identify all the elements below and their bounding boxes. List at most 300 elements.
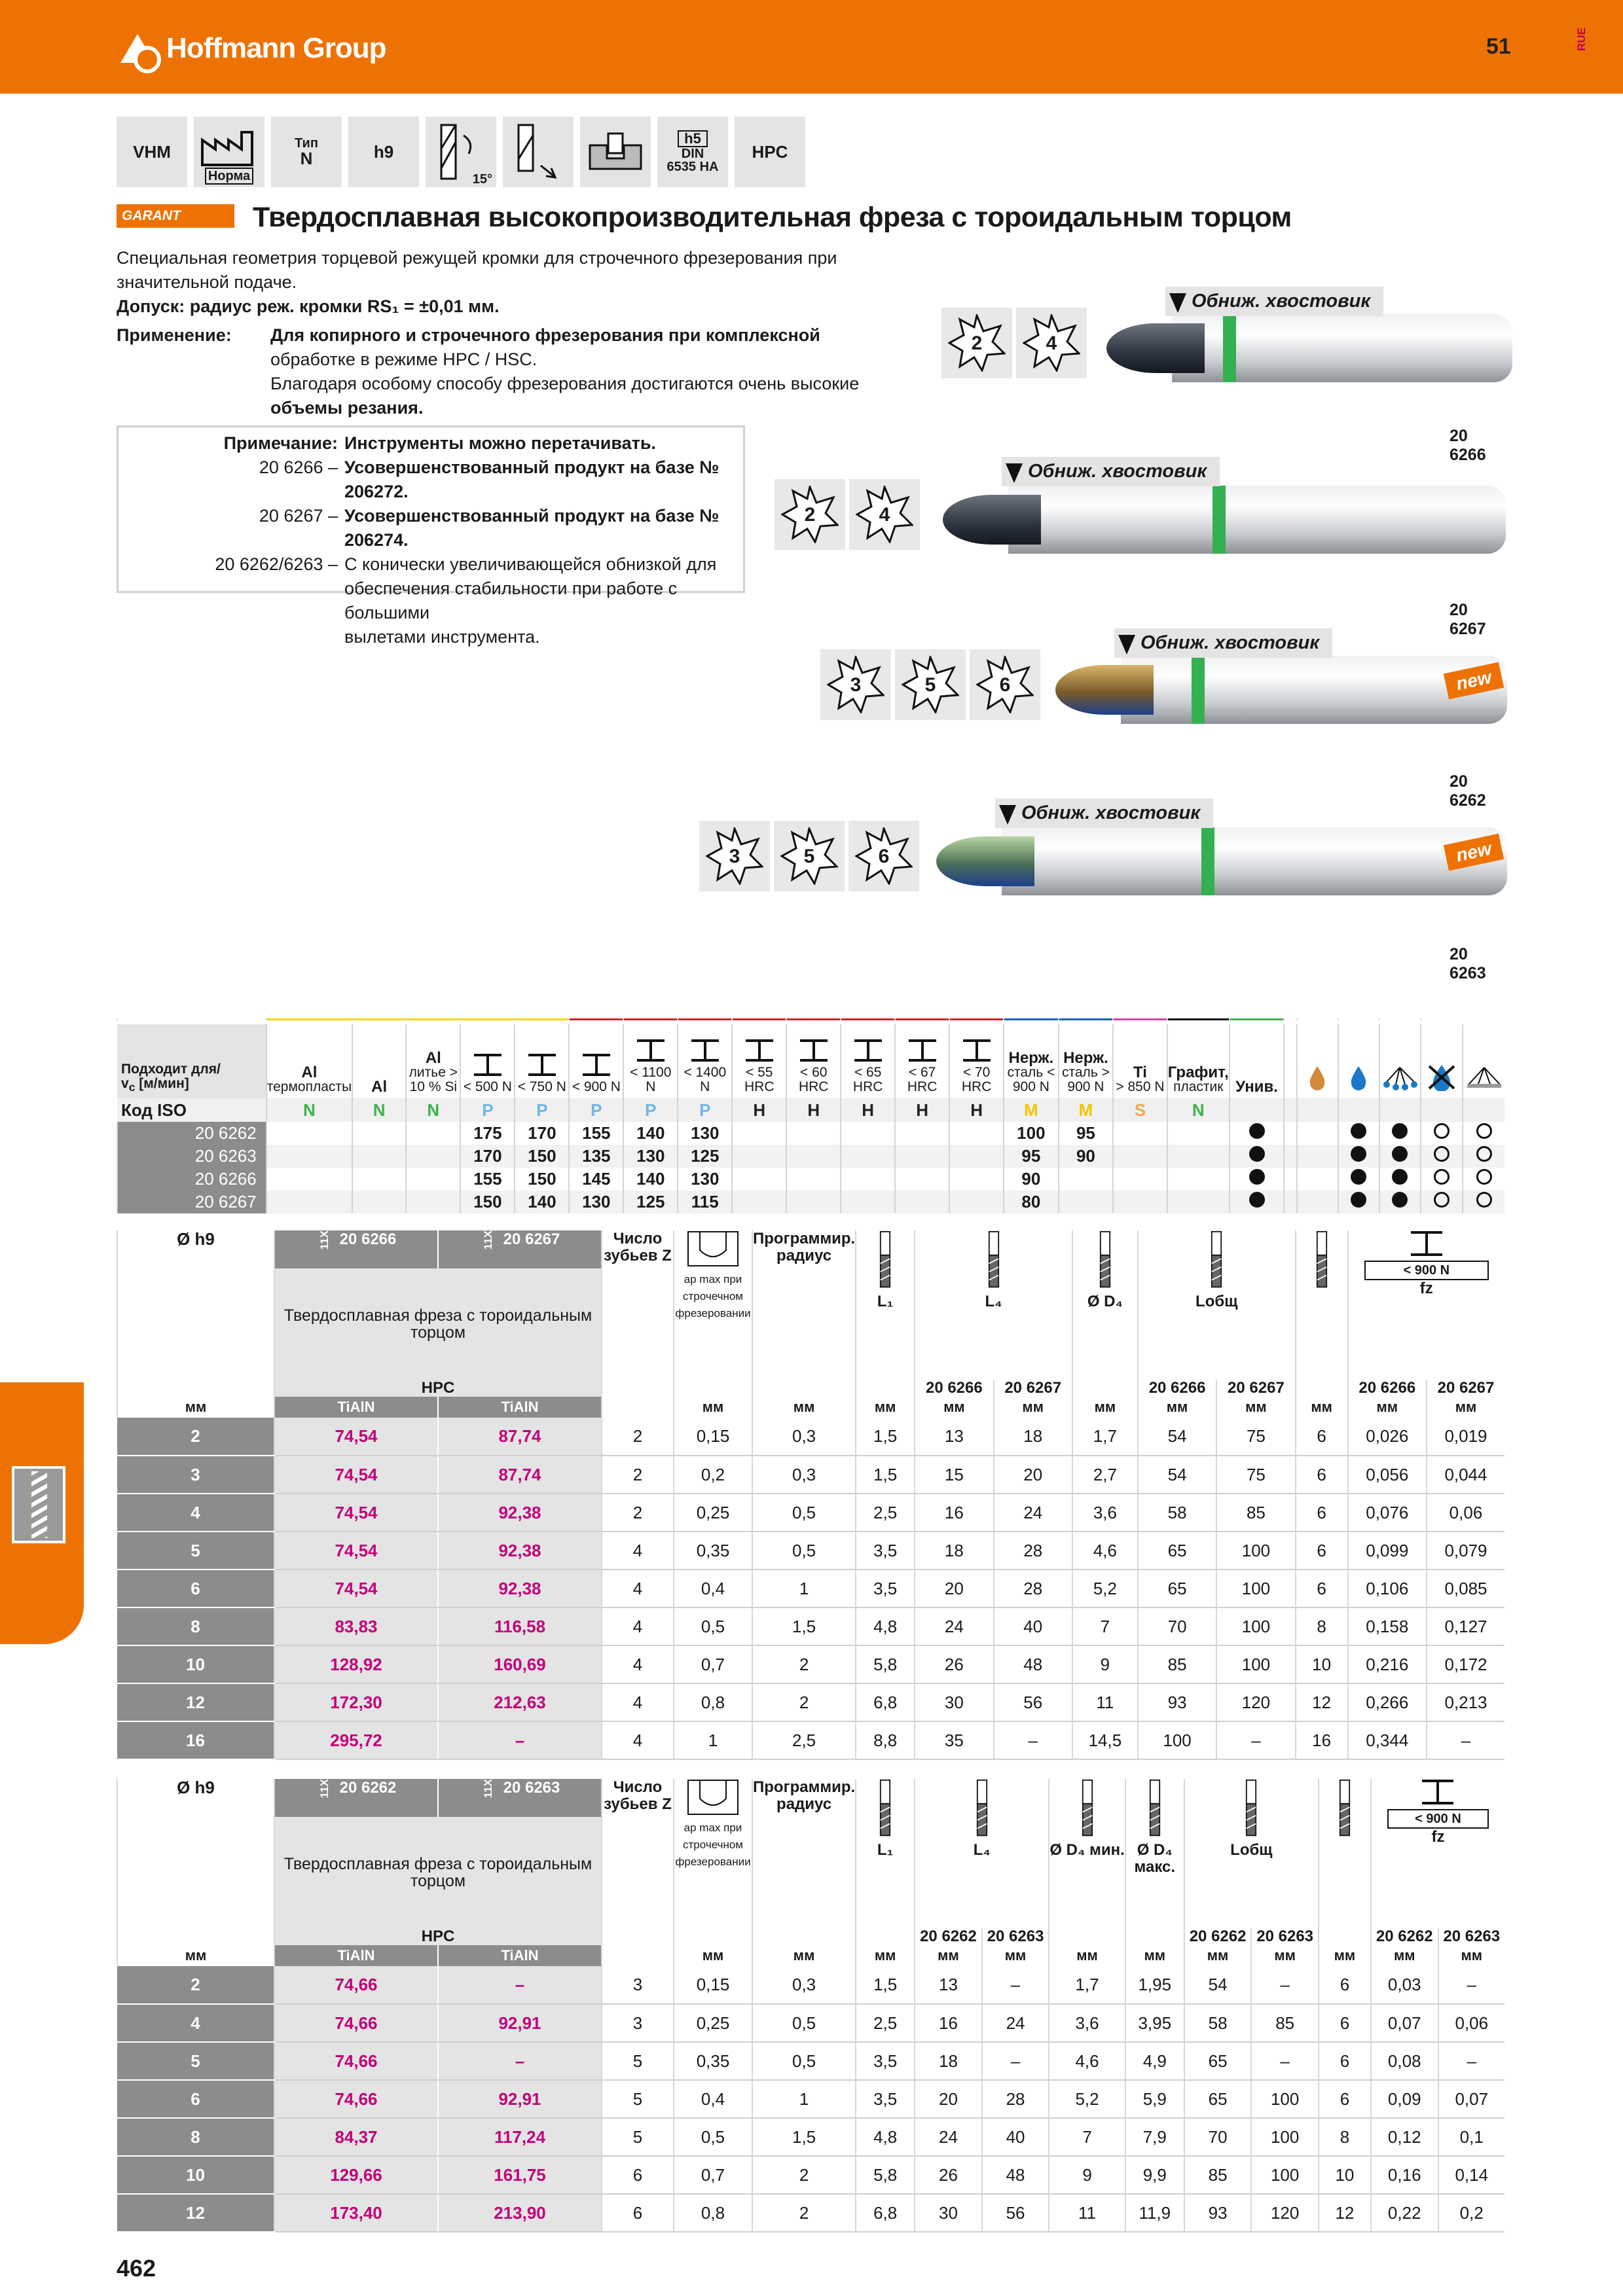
- dim-cell: 6: [1296, 1570, 1348, 1607]
- dim-cell: 4: [602, 1721, 674, 1759]
- dim-cell: 75: [1216, 1456, 1295, 1494]
- tool-code: 20 6262: [1450, 772, 1486, 810]
- tool-shank: [1002, 827, 1507, 895]
- dim-cell: –: [982, 1966, 1049, 2004]
- teeth-number: 4: [1046, 332, 1057, 354]
- tool-dimension-icon: [970, 1779, 994, 1838]
- dim-cell: 9: [1049, 2156, 1125, 2194]
- dim-cell: 6: [1296, 1532, 1348, 1570]
- dim-cell: 0,3: [752, 1456, 856, 1494]
- tool-label: Обниж. хвостовик: [1114, 628, 1332, 658]
- dim-cell: 28: [994, 1570, 1072, 1607]
- unit: мм: [1438, 1945, 1504, 1966]
- iso-cell: H: [786, 1098, 841, 1122]
- dim-cell: 92,91: [438, 2004, 602, 2042]
- column-head-15: [1113, 1022, 1167, 1098]
- coolant-cell: [1379, 1145, 1421, 1168]
- dim-cell: 0,22: [1371, 2194, 1438, 2232]
- dim-row: [117, 2004, 1504, 2042]
- dim-row: [117, 1683, 1504, 1721]
- teeth-number: 4: [879, 504, 890, 526]
- dim-cell: 56: [982, 2194, 1049, 2232]
- vc-cell: [1113, 1122, 1167, 1145]
- dim-cell: 116,58: [438, 1607, 602, 1645]
- empty: [602, 1928, 674, 1945]
- dim-row: [117, 1721, 1504, 1759]
- dim-cell: 0,344: [1348, 1721, 1427, 1759]
- conditional-ring: [1434, 1169, 1450, 1185]
- dim-cell: 161,75: [438, 2156, 602, 2194]
- dim-cell: 18: [915, 2042, 982, 2080]
- dim-cell: 11: [1072, 1683, 1138, 1721]
- col-head-sub: < 65 HRC: [852, 1065, 883, 1094]
- tool-description: [274, 1268, 602, 1380]
- steel-beam-icon: [471, 1053, 504, 1077]
- dim-cell: 100: [1216, 1570, 1295, 1607]
- dim-row: [117, 1418, 1504, 1456]
- suitable-dot: [1351, 1169, 1366, 1185]
- col-head-label: Унив.: [1235, 1078, 1278, 1096]
- vc-cell: [732, 1145, 786, 1168]
- dim-cell: 0,076: [1348, 1494, 1427, 1532]
- dim-cell: 0,15: [674, 1966, 752, 2004]
- dim-cell: 3: [602, 1966, 674, 2004]
- iso-empty: [1284, 1098, 1296, 1122]
- empty: [1296, 1380, 1348, 1397]
- shank-dia-head: [1296, 1230, 1348, 1380]
- dim-cell: 7: [1072, 1607, 1138, 1645]
- column-head-2: [406, 1022, 460, 1098]
- dim-cell: 1,7: [1049, 1966, 1125, 2004]
- dim-cell: 0,35: [674, 2042, 752, 2080]
- sub-code: 20 6262: [1371, 1928, 1438, 1945]
- vc-cell: 170: [515, 1122, 569, 1145]
- dim-cell: 24: [994, 1494, 1072, 1532]
- dim-cell: 2: [752, 1645, 856, 1683]
- ap-icon: [687, 1779, 739, 1816]
- dry-icon: [1307, 1065, 1327, 1091]
- dim-cell: 16: [1296, 1721, 1348, 1759]
- dim-cell: –: [438, 2042, 602, 2080]
- dim-cell: 30: [915, 2194, 982, 2232]
- dim-cell: 117,24: [438, 2118, 602, 2156]
- tool-label: Обниж. хвостовик: [1165, 287, 1383, 316]
- dim-cell: 24: [982, 2004, 1049, 2042]
- shank-dia-head: [1319, 1779, 1371, 1928]
- teeth-head: Число зубьев Z: [602, 1230, 674, 1380]
- dim-cell: 4,6: [1072, 1532, 1138, 1570]
- dim-cell: 65: [1138, 1570, 1216, 1607]
- suitable-dot: [1249, 1123, 1265, 1139]
- dim-cell: 6: [1296, 1494, 1348, 1532]
- dim-cell: 5: [602, 2042, 674, 2080]
- dim-cell: 20: [915, 1570, 993, 1607]
- dim-cell: –: [1251, 1966, 1319, 2004]
- helix-pictogram: 15°: [426, 117, 496, 187]
- dim-cell: 14,5: [1072, 1721, 1138, 1759]
- dim-cell: 0,15: [674, 1418, 752, 1456]
- footer-page-number: 462: [117, 2255, 156, 2282]
- dim-cell: 87,74: [438, 1418, 602, 1456]
- ap-head: [674, 1230, 752, 1380]
- dim-cell: 83,83: [274, 1607, 438, 1645]
- ltot-label: Lобщ: [1230, 1841, 1273, 1859]
- vc-cell: 95: [1004, 1145, 1059, 1168]
- suitable-dot: [1392, 1169, 1408, 1185]
- iso-cell: H: [949, 1098, 1004, 1122]
- vc-cell: [949, 1145, 1004, 1168]
- tag: 11X: [318, 1230, 331, 1250]
- vc-cell: [895, 1145, 949, 1168]
- teeth-count-5: [895, 649, 966, 720]
- unit: мм: [1319, 1945, 1371, 1966]
- column-head-17: [1230, 1022, 1284, 1098]
- steel-beam-icon: [797, 1039, 830, 1062]
- vc-cell: [266, 1191, 352, 1213]
- vc-cell: 150: [515, 1168, 569, 1191]
- dim-cell: 74,66: [274, 2042, 438, 2080]
- dim-cell: 100: [1138, 1721, 1216, 1759]
- dim-cell: 9: [1072, 1645, 1138, 1683]
- dim-cell: 0,1: [1438, 2118, 1504, 2156]
- code-1: [274, 1779, 438, 1817]
- dim-cell: 0,06: [1438, 2004, 1504, 2042]
- vc-cell: 145: [569, 1168, 623, 1191]
- unit: мм: [982, 1945, 1049, 1966]
- empty: [602, 1380, 674, 1397]
- dim-cell: 74,54: [274, 1570, 438, 1607]
- teeth-number: 5: [803, 846, 815, 867]
- dim-cell: 0,2: [1438, 2194, 1504, 2232]
- steel-beam-icon: [1417, 1779, 1459, 1805]
- iso-empty: [1338, 1098, 1379, 1122]
- teeth-number: 3: [850, 674, 862, 696]
- suitable-dot: [1249, 1146, 1265, 1162]
- dim-cell: 0,5: [752, 1532, 856, 1570]
- tool-description-text: Твердосплавная фреза с тороидальным торцом: [283, 1306, 593, 1342]
- dim-cell: 26: [915, 2156, 982, 2194]
- col-head-sub: < 1100 N: [630, 1065, 672, 1094]
- l4-label: L₄: [985, 1293, 1002, 1310]
- dim-cell: 85: [1184, 2156, 1252, 2194]
- dim-cell: 0,3: [752, 1418, 856, 1456]
- steel-beam-icon: [634, 1039, 667, 1062]
- language-code: RUE: [1575, 27, 1588, 51]
- dim-cell: 160,69: [438, 1645, 602, 1683]
- iso-label: Код ISO: [117, 1098, 266, 1122]
- dim-cell: 1,5: [752, 1607, 856, 1645]
- dim-cell: 3,95: [1125, 2004, 1184, 2042]
- vc-cell: [949, 1168, 1004, 1191]
- coolant-cell: [1463, 1191, 1504, 1213]
- dim-cell: 16: [117, 1721, 274, 1759]
- dim-cell: 120: [1216, 1683, 1295, 1721]
- dim-row: [117, 2194, 1504, 2232]
- dim-row: [117, 1645, 1504, 1683]
- iso-cell: M: [1004, 1098, 1059, 1122]
- dim-cell: 100: [1216, 1532, 1295, 1570]
- dim-cell: 1: [752, 1570, 856, 1607]
- vc-cell: [352, 1145, 406, 1168]
- col-head-sub: < 1400 N: [684, 1065, 727, 1094]
- tool-ring: [1201, 827, 1214, 895]
- teeth-number: 2: [971, 332, 983, 354]
- dim-cell: 28: [994, 1532, 1072, 1570]
- sub-code: 20 6266: [915, 1380, 993, 1397]
- vc-cell: [352, 1122, 406, 1145]
- steel-beam-icon: [852, 1039, 884, 1062]
- col-head-label: Графит,: [1167, 1064, 1229, 1081]
- coolant-cell: [1421, 1145, 1463, 1168]
- dim-cell: 58: [1184, 2004, 1252, 2042]
- coolant-cell: [1421, 1122, 1463, 1145]
- new-badge: new: [1444, 662, 1504, 699]
- vc-cell: 150: [460, 1191, 515, 1213]
- vc-cell: [1167, 1122, 1230, 1145]
- dim-cell: 2: [752, 2156, 856, 2194]
- coolant-cell: [1379, 1191, 1421, 1213]
- dim-cell: 74,66: [274, 1966, 438, 2004]
- col-head-label: Al: [425, 1049, 441, 1067]
- iso-cell: P: [460, 1098, 515, 1122]
- vc-cell: [841, 1122, 895, 1145]
- dim-cell: 1: [674, 1721, 752, 1759]
- vc-cell: [1113, 1191, 1167, 1213]
- empty: [1319, 1928, 1371, 1945]
- l1-head: [856, 1779, 915, 1928]
- vc-cell: [895, 1191, 949, 1213]
- dim-cell: 0,8: [674, 2194, 752, 2232]
- dim-cell: 10: [117, 1645, 274, 1683]
- conditional-ring: [1476, 1123, 1492, 1139]
- vc-cell: [266, 1168, 352, 1191]
- dim-row: [117, 1607, 1504, 1645]
- dim-cell: 70: [1138, 1607, 1216, 1645]
- note-box: Примечание: Инструменты можно перетачивать. 20 6266 – Усовершенствованный продукт на базе № 206272. 20 6267 – Усовершенствованный продукт на базе № 206274. 20 6262/6263 – С конически увеличивающейся обнизкой для обеспечения стабильности при работе с большими вылетами инструмента.: [117, 425, 745, 593]
- column-head-6: [623, 1022, 678, 1098]
- iso-cell: N: [406, 1098, 460, 1122]
- dim-cell: 6: [1319, 2004, 1371, 2042]
- coolant-dry: [1297, 1145, 1338, 1168]
- column-head-8: [732, 1022, 786, 1098]
- application-label: Применение:: [117, 325, 232, 345]
- tag: 11X: [481, 1779, 494, 1799]
- spacer-cell: [1284, 1168, 1296, 1191]
- dim-cell: 5,9: [1125, 2080, 1184, 2118]
- vc-cell: [266, 1122, 352, 1145]
- teeth-count-4: [849, 479, 920, 550]
- dim-cell: 13: [915, 1418, 993, 1456]
- dim-cell: 2: [752, 1683, 856, 1721]
- coolant-cell: [1421, 1168, 1463, 1191]
- dim-cell: 0,5: [752, 1494, 856, 1532]
- dim-cell: 2,5: [752, 1721, 856, 1759]
- unit: мм: [117, 1397, 274, 1418]
- tool-dimension-icon: [1239, 1779, 1263, 1838]
- dim-cell: 75: [1216, 1418, 1295, 1456]
- spacer-cell: [1284, 1191, 1296, 1213]
- dim-cell: 5,2: [1049, 2080, 1125, 2118]
- tolerance-pictogram: h9: [348, 117, 419, 187]
- row-code: 20 6263: [117, 1145, 266, 1168]
- dim-cell: 100: [1251, 2118, 1319, 2156]
- column-head-10: [841, 1022, 895, 1098]
- dim-row: [117, 2156, 1504, 2194]
- dim-cell: 70: [1184, 2118, 1252, 2156]
- dim-cell: 1: [752, 2080, 856, 2118]
- dim-cell: 5,8: [856, 1645, 915, 1683]
- unit: мм: [1184, 1945, 1252, 1966]
- sub-code: 20 6267: [1216, 1380, 1295, 1397]
- vc-cell: [786, 1168, 841, 1191]
- iso-cell: P: [678, 1098, 732, 1122]
- dim-cell: 85: [1251, 2004, 1319, 2042]
- dim-cell: 120: [1251, 2194, 1319, 2232]
- vc-cell: 115: [678, 1191, 732, 1213]
- col-head-sub: пластик: [1173, 1079, 1224, 1094]
- ap-label: ap max при строчечном фрезеровании: [675, 1821, 751, 1868]
- vc-cell: 125: [678, 1145, 732, 1168]
- iso-cell: N: [1167, 1098, 1230, 1122]
- dim-cell: 4: [602, 1532, 674, 1570]
- column-head-14: [1059, 1022, 1114, 1098]
- teeth-count-2: [775, 479, 845, 550]
- dia-label: Ø h9: [117, 1230, 274, 1380]
- dim-cell: 20: [915, 2080, 982, 2118]
- dim-cell: 2: [117, 1966, 274, 2004]
- milling-operation-icon: [587, 132, 644, 171]
- coat-2: TiAlN: [438, 1397, 602, 1418]
- vc-cell: 170: [460, 1145, 515, 1168]
- d4min-head: [1049, 1779, 1125, 1928]
- dim-cell: 18: [915, 1532, 993, 1570]
- vc-cell: [1230, 1145, 1284, 1168]
- dim-cell: 6: [117, 2080, 274, 2118]
- sub-code: 20 6266: [1138, 1380, 1216, 1397]
- iso-empty: [1379, 1098, 1421, 1122]
- sub-code: 20 6263: [1438, 1928, 1504, 1945]
- dim-cell: 58: [1138, 1494, 1216, 1532]
- spacer-cell: [1284, 1145, 1296, 1168]
- coolant-dry: [1297, 1191, 1338, 1213]
- dim-cell: 6: [1296, 1418, 1348, 1456]
- column-head-4: [515, 1022, 569, 1098]
- coolant-head-2: [1379, 1022, 1421, 1098]
- app-row: [117, 1145, 1504, 1168]
- column-head-5: [569, 1022, 623, 1098]
- vc-cell: [1230, 1122, 1284, 1145]
- dim-cell: 48: [982, 2156, 1049, 2194]
- coolant-dry: [1297, 1122, 1338, 1145]
- dim-cell: 8: [117, 1607, 274, 1645]
- coolant-cell: [1379, 1168, 1421, 1191]
- empty: [1125, 1928, 1184, 1945]
- dim-cell: 100: [1251, 2156, 1319, 2194]
- dim-cell: 7: [1049, 2118, 1125, 2156]
- tool-ring: [1223, 314, 1236, 382]
- hoffmann-logo[interactable]: [117, 31, 386, 65]
- radius-head: Программир. радиус: [752, 1779, 856, 1928]
- dim-cell: 2,5: [856, 1494, 915, 1532]
- sub-code: 20 6267: [1427, 1380, 1504, 1397]
- norm-pictogram: Норма: [194, 117, 264, 187]
- coolant-head-1: [1338, 1022, 1379, 1098]
- column-head-12: [949, 1022, 1004, 1098]
- dim-row: [117, 1570, 1504, 1607]
- vc-cell: 80: [1004, 1191, 1059, 1213]
- tool-label: Обниж. хвостовик: [995, 798, 1213, 828]
- col-head-label: Al: [371, 1078, 388, 1096]
- unit: мм: [1216, 1397, 1295, 1418]
- dim-cell: 295,72: [274, 1721, 438, 1759]
- dim-cell: 6: [1319, 1966, 1371, 2004]
- conditional-ring: [1476, 1146, 1492, 1162]
- header-bar: [0, 0, 1623, 94]
- coolant-cell: [1379, 1122, 1421, 1145]
- dim-cell: 4: [117, 1494, 274, 1532]
- fz-label: fz: [1419, 1280, 1433, 1297]
- empty: [117, 1928, 274, 1945]
- dim-cell: 4: [602, 1683, 674, 1721]
- vc-cell: [841, 1168, 895, 1191]
- tool-code: 20 6267: [1450, 601, 1486, 638]
- dim-cell: 0,12: [1371, 2118, 1438, 2156]
- vc-cell: [732, 1168, 786, 1191]
- conditional-ring: [1476, 1169, 1492, 1185]
- code-1: [274, 1230, 438, 1268]
- tag: 11X: [318, 1779, 331, 1799]
- factory-icon: [200, 131, 259, 168]
- tool-dimension-icon: [1205, 1230, 1228, 1289]
- dim-cell: 92,91: [438, 2080, 602, 2118]
- suitable-dot: [1392, 1146, 1408, 1162]
- iso-empty: [1463, 1098, 1504, 1122]
- dim-cell: 74,66: [274, 2080, 438, 2118]
- dim-cell: 0,079: [1427, 1532, 1504, 1570]
- dim-header-3: [117, 1380, 1504, 1397]
- d4max-label: Ø D₄ макс.: [1134, 1841, 1176, 1876]
- dim-cell: 13: [915, 1966, 982, 2004]
- vc-cell: 125: [623, 1191, 678, 1213]
- dim-cell: 84,37: [274, 2118, 438, 2156]
- spacer-cell: [1284, 1122, 1296, 1145]
- coolant-cell: [1421, 1191, 1463, 1213]
- sub-code: 20 6267: [994, 1380, 1072, 1397]
- coolant-cell: [1463, 1122, 1504, 1145]
- steel-beam-icon: [689, 1039, 721, 1062]
- vc-cell: [841, 1145, 895, 1168]
- vc-cell: [352, 1168, 406, 1191]
- col-head-sub: < 70 HRC: [961, 1065, 992, 1094]
- code-2-text: 20 6267: [503, 1230, 560, 1248]
- dim-cell: 8,8: [856, 1721, 915, 1759]
- vc-cell: 90: [1059, 1145, 1114, 1168]
- ap-label: ap max при строчечном фрезеровании: [675, 1273, 751, 1319]
- dim-cell: 35: [915, 1721, 993, 1759]
- teeth-count-3: [699, 821, 770, 891]
- dim-cell: 74,54: [274, 1418, 438, 1456]
- dim-row: [117, 1494, 1504, 1532]
- dim-cell: –: [1216, 1721, 1295, 1759]
- dim-cell: 0,5: [674, 1607, 752, 1645]
- empty: [117, 1380, 274, 1397]
- coolant-head-0: [1297, 1022, 1338, 1098]
- iso-cell: H: [732, 1098, 786, 1122]
- vc-cell: [352, 1191, 406, 1213]
- dia-label: Ø h9: [117, 1779, 274, 1928]
- dim-cell: 3,5: [856, 1570, 915, 1607]
- dim-cell: 10: [1296, 1645, 1348, 1683]
